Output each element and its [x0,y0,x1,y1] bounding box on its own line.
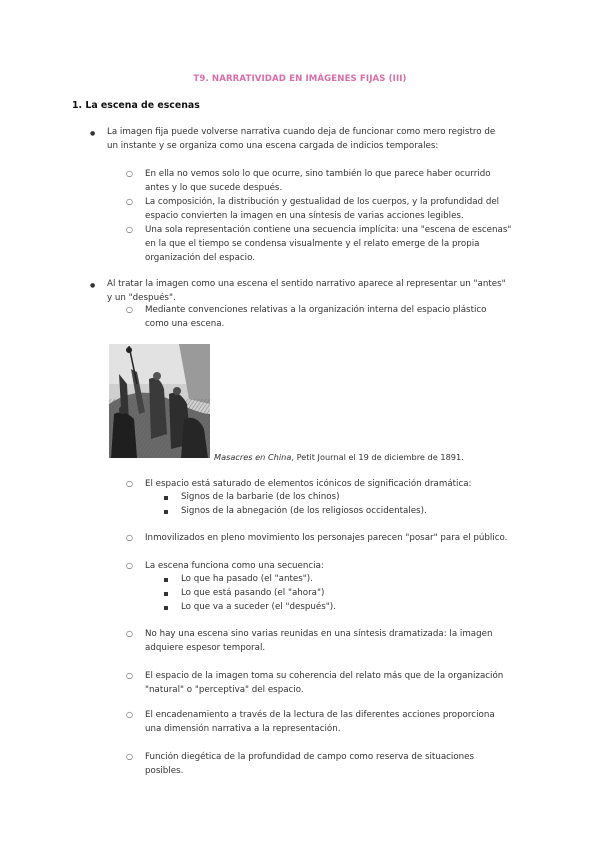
item-1a: Signos de la barbarie (de los chinos) [181,492,340,502]
item-1b: Signos de la abnegación (de los religiosos occidentales). [181,506,427,516]
text-line: En ella no vemos solo lo que ocurre, sino también lo que parece haber ocurrido [145,169,491,179]
text-line: organización del espacio. [145,253,256,263]
text-line: posibles. [145,766,184,776]
circle-marker: ○ [126,479,133,488]
bullet2-sub1 [145,303,527,331]
item-6 [145,708,527,736]
circle-marker: ○ [126,671,133,680]
text-line: La composición, la distribución y gestualidad de los cuerpos, y la profundidad del [145,197,500,207]
text-line: como una escena. [145,319,225,329]
text-line: "natural" o "perceptiva" del espacio. [145,685,304,695]
text-line: adquiere espesor temporal. [145,643,266,653]
circle-marker: ○ [126,197,133,206]
square-marker [164,578,168,582]
item-3a: Lo que ha pasado (el "antes"). [181,574,313,584]
bullet-marker: ● [90,282,96,289]
text-line: antes y lo que sucede después. [145,183,283,193]
circle-marker: ○ [126,710,133,719]
item-7 [145,750,527,778]
bullet1-sub1 [145,167,527,195]
item-3b: Lo que está pasando (el "ahora") [181,588,325,598]
item-4 [145,627,527,655]
text-line: en la que el tiempo se condensa visualmente y el relato emerge de la propia [145,239,480,249]
item-3c: Lo que va a suceder (el "después"). [181,602,336,612]
text-line: una dimensión narrativa a la representación. [145,724,341,734]
bullet-marker: ● [90,130,96,137]
item-3: La escena funciona como una secuencia: [145,561,324,571]
item-2: Inmovilizados en pleno movimiento los personajes parecen "posar" para el público. [145,533,508,543]
image-caption [214,452,464,462]
circle-marker: ○ [126,169,133,178]
bullet1-sub3 [145,223,527,265]
text-line: Al tratar la imagen como una escena el sentido narrativo aparece al representar un "antes" [107,279,506,289]
text-line: No hay una escena sino varias reunidas en una síntesis dramatizada: la imagen [145,629,493,639]
caption-rest: , Petit Journal el 19 de diciembre de 1891. [291,452,464,462]
bullet1-sub2 [145,195,527,223]
section-heading: 1. La escena de escenas [72,100,200,111]
item-1: El espacio está saturado de elementos icónicos de significación dramática: [145,479,472,489]
circle-marker: ○ [126,561,133,570]
circle-marker: ○ [126,629,133,638]
text-line: Mediante convenciones relativas a la organización interna del espacio plástico [145,305,487,315]
circle-marker: ○ [126,225,133,234]
item-5 [145,669,527,697]
engraving-image [109,344,210,458]
text-line: Una sola representación contiene una secuencia implícita: una "escena de escenas" [145,225,512,235]
square-marker [164,496,168,500]
square-marker [164,606,168,610]
bullet2-text [107,277,527,305]
text-line: El espacio de la imagen toma su coherencia del relato más que de la organización [145,671,504,681]
text-line: La imagen fija puede volverse narrativa cuando deja de funcionar como mero registro de [107,127,496,137]
text-line: El encadenamiento a través de la lectura de las diferentes acciones proporciona [145,710,495,720]
text-line: espacio convierten la imagen en una síntesis de varias acciones legibles. [145,211,464,221]
bullet1-text [107,125,527,153]
text-line: Función diegética de la profundidad de campo como reserva de situaciones [145,752,475,762]
circle-marker: ○ [126,533,133,542]
circle-marker: ○ [126,752,133,761]
text-line: un instante y se organiza como una escena cargada de indicios temporales: [107,141,439,151]
square-marker [164,510,168,514]
page-title: T9. NARRATIVIDAD EN IMÁGENES FIJAS (III) [193,74,407,84]
text-line: y un "después". [107,293,176,303]
circle-marker: ○ [126,305,133,314]
square-marker [164,592,168,596]
caption-title: Masacres en China [214,452,292,462]
